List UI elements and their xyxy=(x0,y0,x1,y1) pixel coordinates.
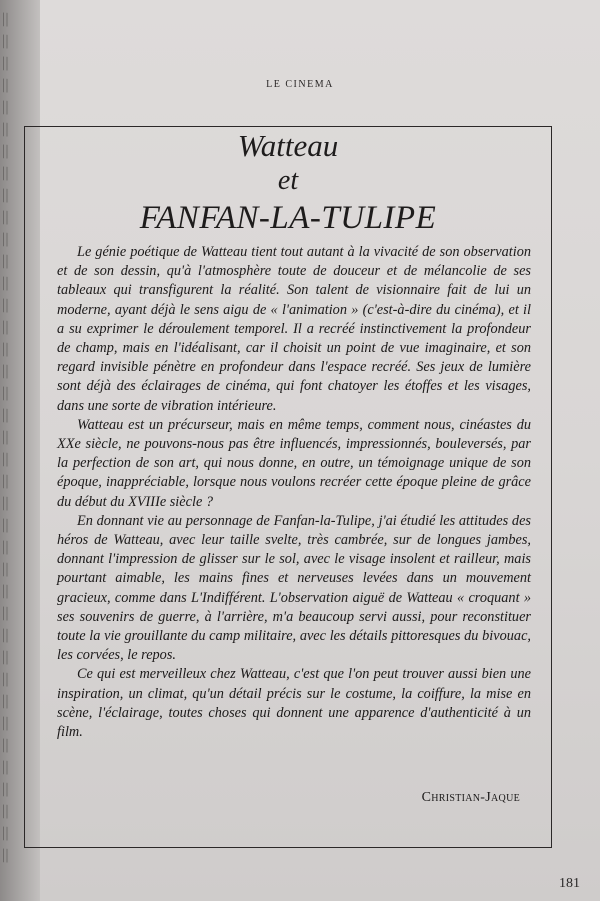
article-body xyxy=(57,243,531,742)
paragraph-1: Le génie poétique de Watteau tient tout autant à la vivacité de son observation et de son dessin, qu'à l'atmosphère toute de douceur et de mélancolie de ses tableaux qui transfigurent la réalité. Son talent de visionnaire fait de lui un moderne, ayant déjà le sens aigu de « l'animation » (c'est-à-dire du cinéma), et il a su exprimer le déroulement temporel. Il a recréé instinctivement la profondeur de champ, mais en l'idéalisant, car il choisit un point de vue imaginaire, et son regard invisible pénètre en profondeur dans l'espace recréé. Ses jeux de lumière sont déjà des éclairages de cinéma, qui font chatoyer les étoffes et les visages, dans une sorte de vibration intérieure. xyxy=(57,244,531,414)
running-header: LE CINEMA xyxy=(266,79,334,90)
paragraph-2: Watteau est un précurseur, mais en même temps, comment nous, cinéastes du XXe siècle, ne pouvons-nous pas être influencés, impressionnés, bouleversés, par la perfection de son art, qui nous donne, en outre, un témoignage unique de son époque, inappréciable, lorsque nous voulons recréer cette époque pleine de grâce du début du XVIIIe siècle ? xyxy=(57,416,531,510)
facing-page-bleed-text: || || || || || || || || || || || || || || || || || || || || || || || || || || || || || || || || || || || || || || || xyxy=(2,10,10,864)
title-line-2: et xyxy=(277,165,299,196)
page-number: 181 xyxy=(559,876,580,891)
title-line-1: Watteau xyxy=(237,128,339,163)
paragraph-3: En donnant vie au personnage de Fanfan-la-Tulipe, j'ai étudié les attitudes des héros de Watteau, avec leur taille svelte, très cambrée, sur de longues jambes, donnant l'impression de glisser sur le sol, avec le visage insolent et railleur, mais pourtant aimable, les mains fines et nerveuses levées dans un mouvement gracieux, comme dans L'Indifférent. L'observation aiguë de Watteau « croquant » ses souvenirs de guerre, à l'arrière, m'a beaucoup servi aussi, pour reconstituer toute la vie grouillante du camp militaire, avec les détails pittoresques du bivouac, les corvées, le repos. xyxy=(57,512,531,664)
paragraph-4: Ce qui est merveilleux chez Watteau, c'est que l'on peut trouver aussi bien une inspiration, un climat, qu'un détail précis sur le costume, la coiffure, la mise en scène, l'éclairage, toutes choses qui donnent une apparence d'authenticité à un film. xyxy=(57,666,531,741)
author-signature: Christian-Jaque xyxy=(421,790,520,805)
title-line-3: FANFAN-LA-TULIPE xyxy=(139,200,437,236)
